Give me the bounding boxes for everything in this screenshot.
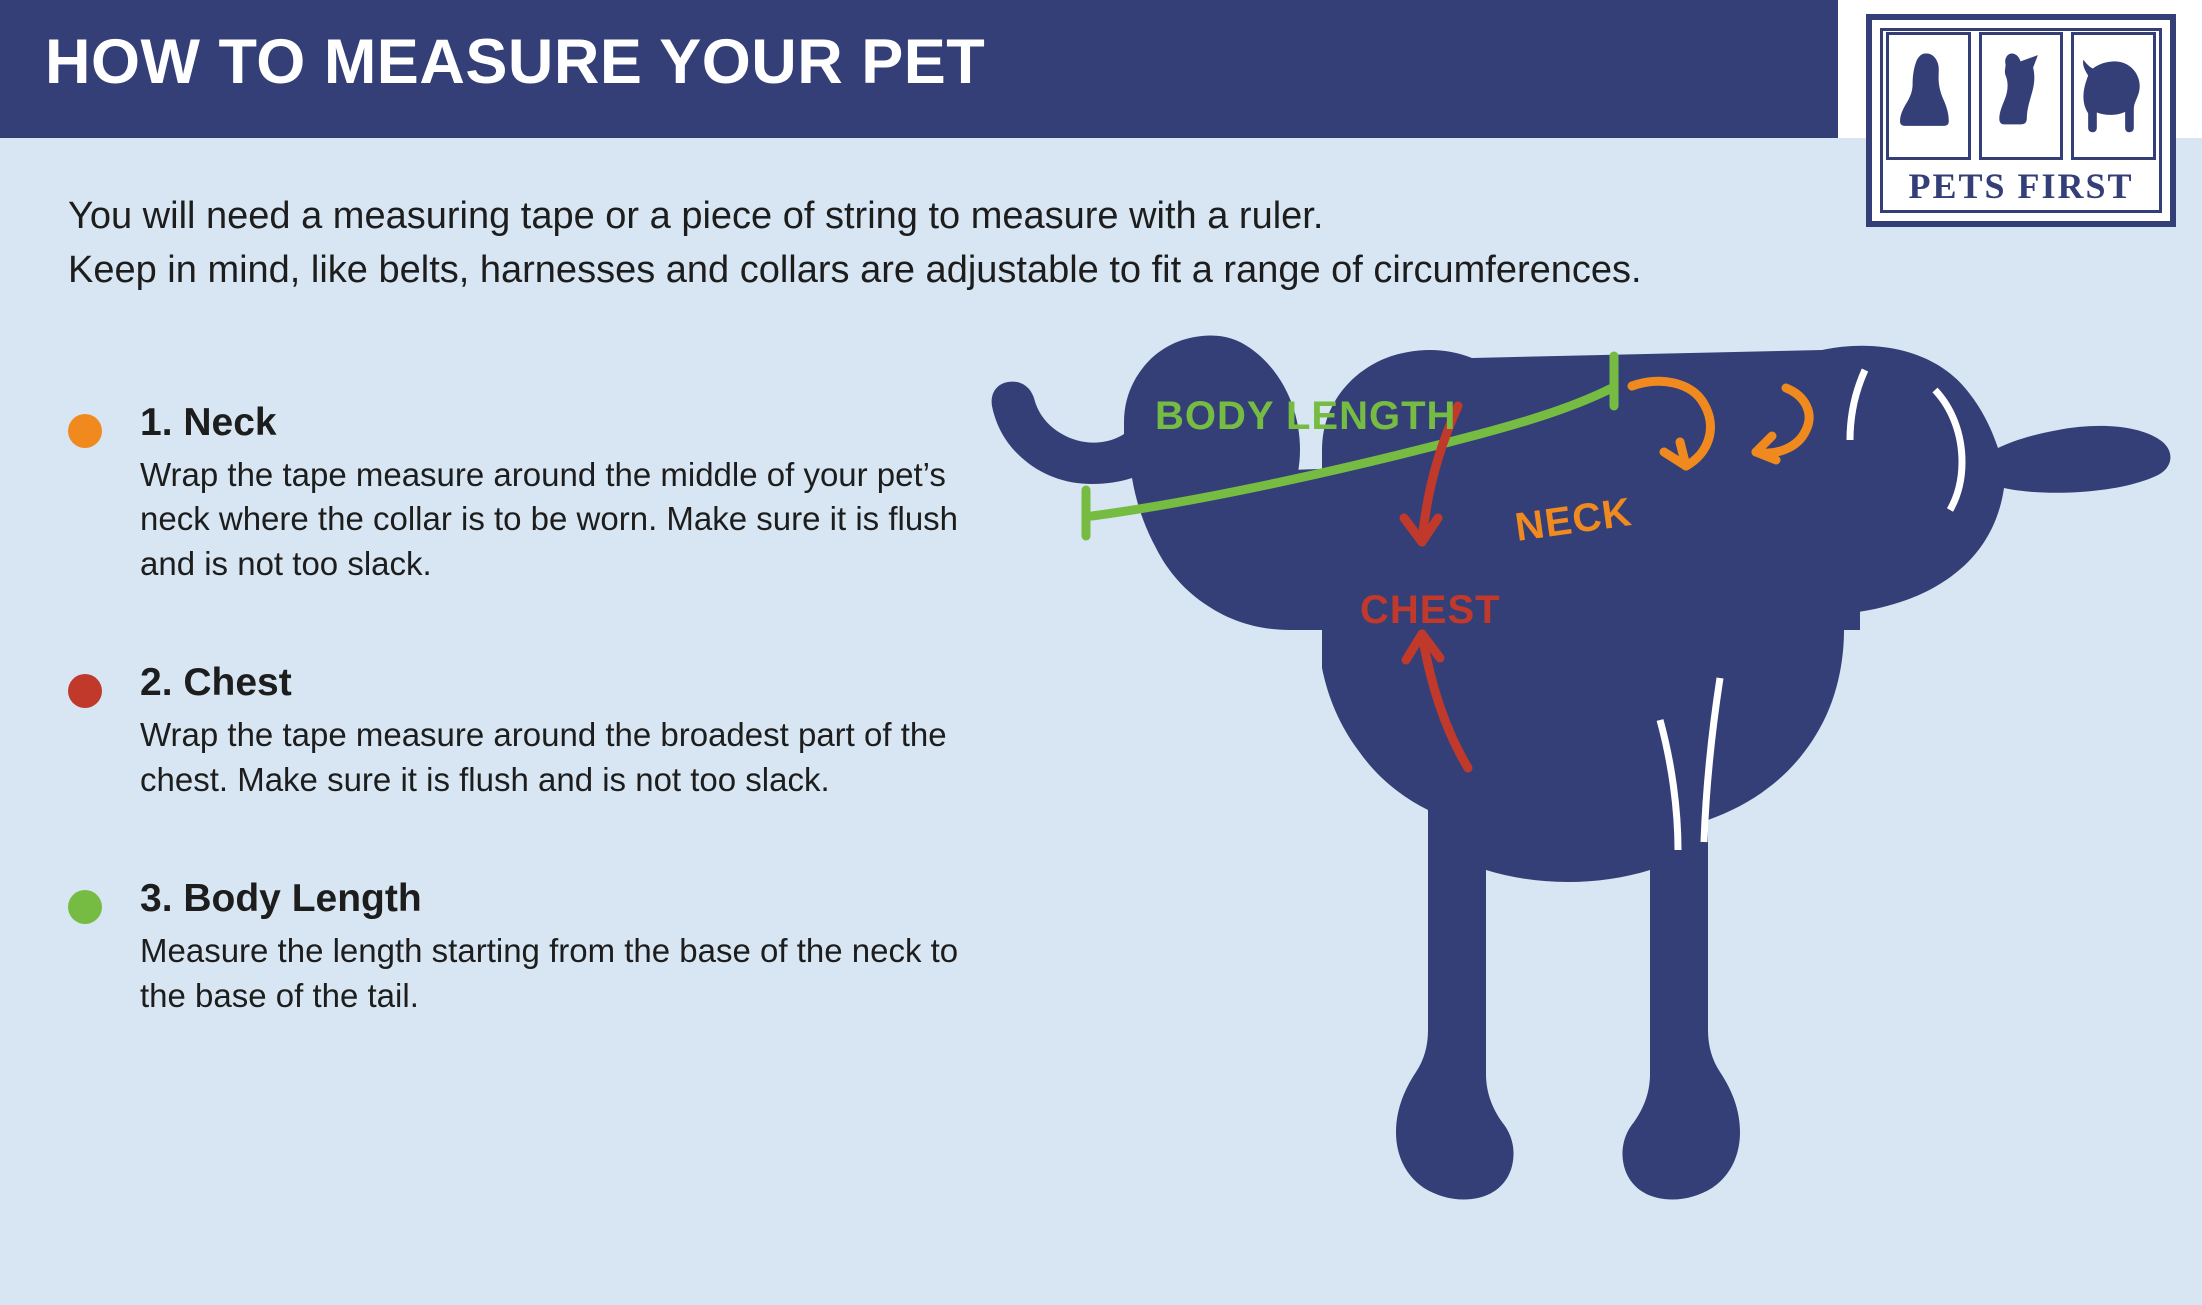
page-title: HOW TO MEASURE YOUR PET (45, 27, 986, 97)
header-bar (0, 0, 1838, 138)
step-item-neck (62, 400, 992, 586)
label-neck: NECK (1512, 490, 1635, 550)
dog-howling-icon (1979, 32, 2064, 160)
step-item-body-length (62, 876, 992, 1018)
logo-dog-panels (1886, 32, 2156, 160)
step-body-chest: Wrap the tape measure around the broadest part of the chest. Make sure it is flush and is not too slack. (140, 716, 947, 798)
step-title-body-length: 3. Body Length (140, 877, 422, 921)
dog-silhouette (992, 336, 2171, 1200)
logo-brand-text: PETS FIRST (1908, 166, 2134, 206)
intro-line-2: Keep in mind, like belts, harnesses and collars are adjustable to fit a range of circumferences. (68, 248, 1642, 291)
dog-standing-icon (2071, 32, 2156, 160)
bullet-body-length-icon (68, 890, 102, 924)
dog-diagram (960, 330, 2190, 1260)
bullet-chest-icon (68, 674, 102, 708)
step-body-body-length: Measure the length starting from the base of the neck to the base of the tail. (140, 932, 959, 1014)
intro-line-1: You will need a measuring tape or a piece of string to measure with a ruler. (68, 195, 1324, 237)
brand-logo (1866, 14, 2176, 227)
step-body-neck: Wrap the tape measure around the middle of your pet’s neck where the collar is to be worn. Make sure it is flush and is not too slack. (140, 455, 959, 582)
step-title-chest: 2. Chest (140, 661, 292, 705)
bottom-strip (0, 1287, 2202, 1305)
intro-text (68, 190, 1868, 298)
step-title-neck: 1. Neck (140, 401, 277, 444)
bullet-neck-icon (68, 414, 102, 448)
measurement-steps (62, 400, 992, 1066)
label-body-length: BODY LENGTH (1155, 394, 1457, 438)
dog-sitting-icon (1886, 32, 1971, 160)
step-item-chest (62, 660, 992, 802)
label-chest: CHEST (1360, 588, 1501, 632)
